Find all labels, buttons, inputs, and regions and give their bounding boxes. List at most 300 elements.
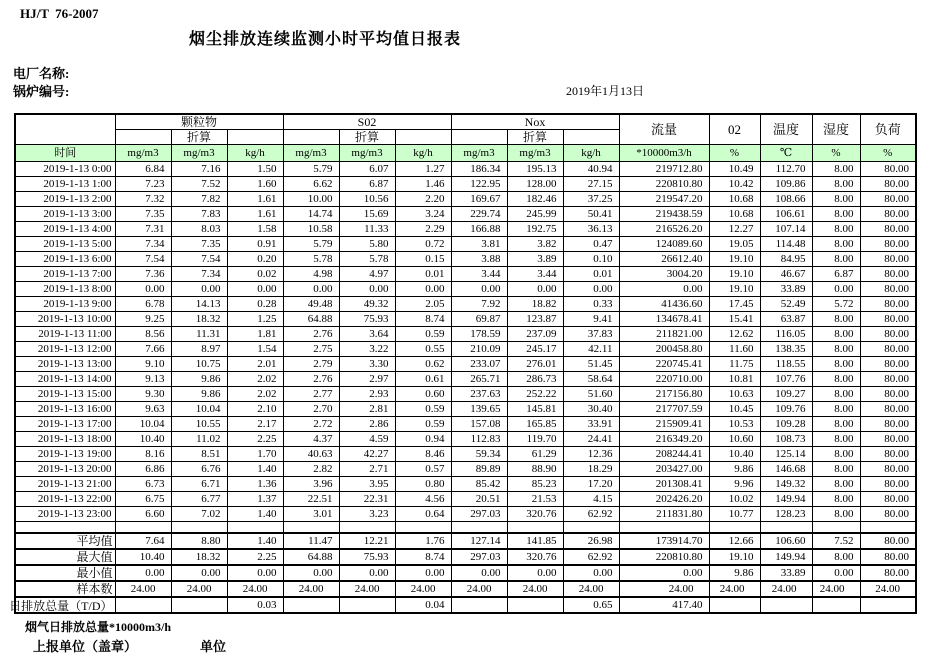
- total-value-cell: [451, 597, 507, 613]
- summary-value-cell: 0.00: [115, 565, 171, 581]
- spacer-row: [15, 522, 916, 534]
- value-cell: 2.02: [227, 387, 283, 402]
- summary-value-cell: 26.98: [563, 533, 619, 549]
- summary-row: [15, 581, 916, 597]
- time-cell: 2019-1-13 6:00: [15, 252, 115, 267]
- value-cell: 33.89: [760, 282, 812, 297]
- value-cell: 149.32: [760, 477, 812, 492]
- value-cell: 0.55: [395, 342, 451, 357]
- spacer-cell: [760, 522, 812, 534]
- value-cell: 0.91: [227, 237, 283, 252]
- value-cell: 42.11: [563, 342, 619, 357]
- value-cell: 9.63: [115, 402, 171, 417]
- value-cell: 2.82: [283, 462, 339, 477]
- value-cell: 1.37: [227, 492, 283, 507]
- time-header: 时间: [15, 145, 115, 162]
- table-row: [15, 432, 916, 447]
- value-cell: 14.13: [171, 297, 227, 312]
- value-cell: 3004.20: [619, 267, 709, 282]
- value-cell: 107.14: [760, 222, 812, 237]
- value-cell: 80.00: [860, 327, 916, 342]
- value-cell: 128.23: [760, 507, 812, 522]
- value-cell: 2.05: [395, 297, 451, 312]
- temperature-header: 温度: [760, 114, 812, 145]
- value-cell: 8.16: [115, 447, 171, 462]
- value-cell: 80.00: [860, 492, 916, 507]
- time-cell: 2019-1-13 20:00: [15, 462, 115, 477]
- value-cell: 6.73: [115, 477, 171, 492]
- value-cell: 7.66: [115, 342, 171, 357]
- value-cell: 219712.80: [619, 162, 709, 177]
- summary-value-cell: 2.25: [227, 549, 283, 565]
- value-cell: 8.00: [812, 432, 860, 447]
- value-cell: 0.00: [115, 282, 171, 297]
- summary-value-cell: 141.85: [507, 533, 563, 549]
- value-cell: 10.68: [709, 207, 760, 222]
- total-value-cell: [507, 597, 563, 613]
- value-cell: 128.00: [507, 177, 563, 192]
- summary-value-cell: 24.00: [563, 581, 619, 597]
- table-row: [15, 222, 916, 237]
- value-cell: 0.61: [395, 372, 451, 387]
- value-cell: 6.77: [171, 492, 227, 507]
- value-cell: 200458.80: [619, 342, 709, 357]
- value-cell: 220710.00: [619, 372, 709, 387]
- value-cell: 1.50: [227, 162, 283, 177]
- summary-value-cell: 9.86: [709, 565, 760, 581]
- value-cell: 0.59: [395, 402, 451, 417]
- value-cell: 14.74: [283, 207, 339, 222]
- unit-header: *10000m3/h: [619, 145, 709, 162]
- value-cell: 5.72: [812, 297, 860, 312]
- summary-value-cell: 75.93: [339, 549, 395, 565]
- value-cell: 7.35: [115, 207, 171, 222]
- unit-header: kg/h: [395, 145, 451, 162]
- unit-header: kg/h: [227, 145, 283, 162]
- table-row: [15, 507, 916, 522]
- unit-header: %: [709, 145, 760, 162]
- value-cell: 149.94: [760, 492, 812, 507]
- summary-value-cell: 80.00: [860, 565, 916, 581]
- value-cell: 7.23: [115, 177, 171, 192]
- table-row: [15, 372, 916, 387]
- value-cell: 3.22: [339, 342, 395, 357]
- boiler-number-label: 锅炉编号:: [13, 84, 70, 99]
- value-cell: 10.55: [171, 417, 227, 432]
- value-cell: 6.60: [115, 507, 171, 522]
- value-cell: 3.88: [451, 252, 507, 267]
- value-cell: 109.28: [760, 417, 812, 432]
- gas-daily-total-label: 烟气日排放总量*10000m3/h: [25, 620, 172, 634]
- value-cell: 5.79: [283, 162, 339, 177]
- value-cell: 80.00: [860, 447, 916, 462]
- value-cell: 208244.41: [619, 447, 709, 462]
- summary-value-cell: 220810.80: [619, 549, 709, 565]
- page-title: 烟尘排放连续监测小时平均值日报表: [188, 31, 461, 48]
- value-cell: 112.70: [760, 162, 812, 177]
- spacer-cell: [563, 522, 619, 534]
- value-cell: 3.81: [451, 237, 507, 252]
- value-cell: 9.10: [115, 357, 171, 372]
- value-cell: 42.27: [339, 447, 395, 462]
- spacer-cell: [709, 522, 760, 534]
- value-cell: 10.00: [283, 192, 339, 207]
- spacer-cell: [451, 522, 507, 534]
- value-cell: 157.08: [451, 417, 507, 432]
- value-cell: 245.99: [507, 207, 563, 222]
- table-row: [15, 342, 916, 357]
- value-cell: 7.54: [171, 252, 227, 267]
- value-cell: 41436.60: [619, 297, 709, 312]
- value-cell: 0.00: [395, 282, 451, 297]
- value-cell: 40.94: [563, 162, 619, 177]
- value-cell: 1.36: [227, 477, 283, 492]
- value-cell: 2.81: [339, 402, 395, 417]
- value-cell: 24.41: [563, 432, 619, 447]
- value-cell: 192.75: [507, 222, 563, 237]
- total-value-cell: [171, 597, 227, 613]
- value-cell: 80.00: [860, 222, 916, 237]
- value-cell: 37.25: [563, 192, 619, 207]
- blank-sub: [563, 130, 619, 145]
- value-cell: 3.64: [339, 327, 395, 342]
- value-cell: 9.41: [563, 312, 619, 327]
- spacer-cell: [619, 522, 709, 534]
- blank-sub: [395, 130, 451, 145]
- table-row: [15, 402, 916, 417]
- value-cell: 297.03: [451, 507, 507, 522]
- value-cell: 220745.41: [619, 357, 709, 372]
- value-cell: 0.02: [227, 267, 283, 282]
- value-cell: 211831.80: [619, 507, 709, 522]
- spacer-cell: [507, 522, 563, 534]
- value-cell: 17.45: [709, 297, 760, 312]
- time-cell: 2019-1-13 18:00: [15, 432, 115, 447]
- summary-value-cell: 7.64: [115, 533, 171, 549]
- value-cell: 30.40: [563, 402, 619, 417]
- time-cell: 2019-1-13 8:00: [15, 282, 115, 297]
- total-value-cell: 417.40: [619, 597, 709, 613]
- value-cell: 1.46: [395, 177, 451, 192]
- value-cell: 9.30: [115, 387, 171, 402]
- value-cell: 5.78: [339, 252, 395, 267]
- value-cell: 18.82: [507, 297, 563, 312]
- value-cell: 186.34: [451, 162, 507, 177]
- summary-value-cell: 0.00: [227, 565, 283, 581]
- time-cell: 2019-1-13 23:00: [15, 507, 115, 522]
- value-cell: 0.59: [395, 417, 451, 432]
- spacer-cell: [227, 522, 283, 534]
- summary-row: [15, 549, 916, 565]
- value-cell: 19.05: [709, 237, 760, 252]
- value-cell: 0.94: [395, 432, 451, 447]
- time-cell: 2019-1-13 4:00: [15, 222, 115, 237]
- value-cell: 237.09: [507, 327, 563, 342]
- time-cell: 2019-1-13 5:00: [15, 237, 115, 252]
- value-cell: 217156.80: [619, 387, 709, 402]
- value-cell: 7.54: [115, 252, 171, 267]
- plant-name-label: 电厂名称:: [13, 66, 70, 81]
- table-row: [15, 327, 916, 342]
- value-cell: 216349.20: [619, 432, 709, 447]
- value-cell: 6.84: [115, 162, 171, 177]
- value-cell: 0.28: [227, 297, 283, 312]
- summary-value-cell: 10.40: [115, 549, 171, 565]
- summary-row: [15, 565, 916, 581]
- unit-header: mg/m3: [115, 145, 171, 162]
- total-value-cell: 0.65: [563, 597, 619, 613]
- value-cell: 0.64: [395, 507, 451, 522]
- summary-value-cell: 8.80: [171, 533, 227, 549]
- value-cell: 0.01: [563, 267, 619, 282]
- value-cell: 89.89: [451, 462, 507, 477]
- value-cell: 6.07: [339, 162, 395, 177]
- table-row: [15, 192, 916, 207]
- summary-value-cell: 24.00: [860, 581, 916, 597]
- value-cell: 6.71: [171, 477, 227, 492]
- summary-value-cell: 7.52: [812, 533, 860, 549]
- unit-header: mg/m3: [339, 145, 395, 162]
- value-cell: 145.81: [507, 402, 563, 417]
- value-cell: 8.00: [812, 222, 860, 237]
- value-cell: 2.79: [283, 357, 339, 372]
- value-cell: 46.67: [760, 267, 812, 282]
- value-cell: 58.64: [563, 372, 619, 387]
- total-value-cell: [860, 597, 916, 613]
- value-cell: 18.29: [563, 462, 619, 477]
- value-cell: 195.13: [507, 162, 563, 177]
- value-cell: 6.76: [171, 462, 227, 477]
- value-cell: 8.00: [812, 447, 860, 462]
- table-row: [15, 447, 916, 462]
- value-cell: 0.80: [395, 477, 451, 492]
- time-cell: 2019-1-13 7:00: [15, 267, 115, 282]
- value-cell: 0.00: [507, 282, 563, 297]
- load-header: 负荷: [860, 114, 916, 145]
- table-row: [15, 312, 916, 327]
- value-cell: 7.35: [171, 237, 227, 252]
- value-cell: 1.81: [227, 327, 283, 342]
- nox-conv-header: 折算: [507, 130, 563, 145]
- value-cell: 6.78: [115, 297, 171, 312]
- time-cell: 2019-1-13 1:00: [15, 177, 115, 192]
- value-cell: 19.10: [709, 252, 760, 267]
- time-cell: 2019-1-13 14:00: [15, 372, 115, 387]
- value-cell: 124089.60: [619, 237, 709, 252]
- time-cell: 2019-1-13 2:00: [15, 192, 115, 207]
- summary-value-cell: 0.00: [451, 565, 507, 581]
- value-cell: 19.10: [709, 282, 760, 297]
- value-cell: 1.40: [227, 507, 283, 522]
- value-cell: 15.69: [339, 207, 395, 222]
- table-row: [15, 477, 916, 492]
- value-cell: 20.51: [451, 492, 507, 507]
- summary-value-cell: 80.00: [860, 533, 916, 549]
- value-cell: 276.01: [507, 357, 563, 372]
- summary-value-cell: 24.00: [339, 581, 395, 597]
- reporting-unit-label: 上报单位（盖章）: [33, 639, 138, 654]
- value-cell: 22.31: [339, 492, 395, 507]
- value-cell: 114.48: [760, 237, 812, 252]
- value-cell: 2.93: [339, 387, 395, 402]
- value-cell: 229.74: [451, 207, 507, 222]
- value-cell: 80.00: [860, 177, 916, 192]
- value-cell: 2.86: [339, 417, 395, 432]
- value-cell: 166.88: [451, 222, 507, 237]
- value-cell: 118.55: [760, 357, 812, 372]
- total-value-cell: [760, 597, 812, 613]
- value-cell: 2.76: [283, 327, 339, 342]
- value-cell: 8.00: [812, 342, 860, 357]
- value-cell: 286.73: [507, 372, 563, 387]
- value-cell: 3.89: [507, 252, 563, 267]
- value-cell: 237.63: [451, 387, 507, 402]
- value-cell: 139.65: [451, 402, 507, 417]
- value-cell: 112.83: [451, 432, 507, 447]
- summary-value-cell: 11.47: [283, 533, 339, 549]
- value-cell: 80.00: [860, 477, 916, 492]
- value-cell: 0.10: [563, 252, 619, 267]
- total-value-cell: 0.03: [227, 597, 283, 613]
- value-cell: 8.00: [812, 402, 860, 417]
- value-cell: 8.03: [171, 222, 227, 237]
- so2-conv-header: 折算: [339, 130, 395, 145]
- summary-label: 最小值: [15, 565, 115, 581]
- summary-value-cell: 1.40: [227, 533, 283, 549]
- value-cell: 4.59: [339, 432, 395, 447]
- value-cell: 8.00: [812, 237, 860, 252]
- value-cell: 10.60: [709, 432, 760, 447]
- value-cell: 19.10: [709, 267, 760, 282]
- summary-value-cell: 24.00: [171, 581, 227, 597]
- value-cell: 8.00: [812, 387, 860, 402]
- value-cell: 6.62: [283, 177, 339, 192]
- value-cell: 0.00: [171, 282, 227, 297]
- value-cell: 12.36: [563, 447, 619, 462]
- total-value-cell: [339, 597, 395, 613]
- value-cell: 50.41: [563, 207, 619, 222]
- summary-value-cell: 19.10: [709, 549, 760, 565]
- summary-value-cell: 24.00: [227, 581, 283, 597]
- doc-code: HJ/T 76-2007: [20, 6, 99, 21]
- unit-header: mg/m3: [451, 145, 507, 162]
- value-cell: 2.02: [227, 372, 283, 387]
- value-cell: 9.86: [709, 462, 760, 477]
- value-cell: 8.00: [812, 372, 860, 387]
- value-cell: 0.00: [283, 282, 339, 297]
- value-cell: 80.00: [860, 297, 916, 312]
- o2-header: 02: [709, 114, 760, 145]
- value-cell: 17.20: [563, 477, 619, 492]
- time-cell: 2019-1-13 9:00: [15, 297, 115, 312]
- value-cell: 22.51: [283, 492, 339, 507]
- value-cell: 3.82: [507, 237, 563, 252]
- value-cell: 0.00: [451, 282, 507, 297]
- time-cell: 2019-1-13 0:00: [15, 162, 115, 177]
- value-cell: 0.15: [395, 252, 451, 267]
- summary-value-cell: 0.00: [395, 565, 451, 581]
- value-cell: 11.75: [709, 357, 760, 372]
- value-cell: 119.70: [507, 432, 563, 447]
- value-cell: 3.44: [507, 267, 563, 282]
- summary-value-cell: 24.00: [283, 581, 339, 597]
- value-cell: 210.09: [451, 342, 507, 357]
- value-cell: 107.76: [760, 372, 812, 387]
- value-cell: 8.00: [812, 417, 860, 432]
- value-cell: 80.00: [860, 462, 916, 477]
- value-cell: 80.00: [860, 252, 916, 267]
- value-cell: 0.60: [395, 387, 451, 402]
- total-value-cell: [115, 597, 171, 613]
- time-cell: 2019-1-13 10:00: [15, 312, 115, 327]
- value-cell: 8.00: [812, 312, 860, 327]
- value-cell: 3.30: [339, 357, 395, 372]
- value-cell: 80.00: [860, 432, 916, 447]
- summary-label: 样本数: [15, 581, 115, 597]
- summary-value-cell: 33.89: [760, 565, 812, 581]
- value-cell: 169.67: [451, 192, 507, 207]
- time-cell: 2019-1-13 19:00: [15, 447, 115, 462]
- value-cell: 84.95: [760, 252, 812, 267]
- daily-total-label: [9, 597, 115, 613]
- summary-value-cell: 12.21: [339, 533, 395, 549]
- value-cell: 33.91: [563, 417, 619, 432]
- table-row: [15, 297, 916, 312]
- value-cell: 9.86: [171, 372, 227, 387]
- value-cell: 8.51: [171, 447, 227, 462]
- value-cell: 27.15: [563, 177, 619, 192]
- table-row: [15, 357, 916, 372]
- value-cell: 8.00: [812, 462, 860, 477]
- value-cell: 320.76: [507, 507, 563, 522]
- value-cell: 10.56: [339, 192, 395, 207]
- value-cell: 85.42: [451, 477, 507, 492]
- value-cell: 37.83: [563, 327, 619, 342]
- value-cell: 0.20: [227, 252, 283, 267]
- value-cell: 11.31: [171, 327, 227, 342]
- value-cell: 8.74: [395, 312, 451, 327]
- value-cell: 178.59: [451, 327, 507, 342]
- value-cell: 36.13: [563, 222, 619, 237]
- value-cell: 0.57: [395, 462, 451, 477]
- value-cell: 3.44: [451, 267, 507, 282]
- time-cell: 2019-1-13 12:00: [15, 342, 115, 357]
- value-cell: 7.36: [115, 267, 171, 282]
- value-cell: 4.98: [283, 267, 339, 282]
- value-cell: 69.87: [451, 312, 507, 327]
- value-cell: 10.45: [709, 402, 760, 417]
- value-cell: 51.60: [563, 387, 619, 402]
- value-cell: 10.04: [115, 417, 171, 432]
- value-cell: 0.01: [395, 267, 451, 282]
- value-cell: 8.00: [812, 177, 860, 192]
- unit-header: mg/m3: [171, 145, 227, 162]
- summary-value-cell: 24.00: [451, 581, 507, 597]
- spacer-cell: [812, 522, 860, 534]
- value-cell: 10.02: [709, 492, 760, 507]
- value-cell: 134678.41: [619, 312, 709, 327]
- value-cell: 80.00: [860, 282, 916, 297]
- summary-value-cell: 24.00: [619, 581, 709, 597]
- value-cell: 0.33: [563, 297, 619, 312]
- value-cell: 220810.80: [619, 177, 709, 192]
- value-cell: 7.34: [115, 237, 171, 252]
- value-cell: 80.00: [860, 357, 916, 372]
- value-cell: 40.63: [283, 447, 339, 462]
- value-cell: 217707.59: [619, 402, 709, 417]
- value-cell: 2.10: [227, 402, 283, 417]
- value-cell: 122.95: [451, 177, 507, 192]
